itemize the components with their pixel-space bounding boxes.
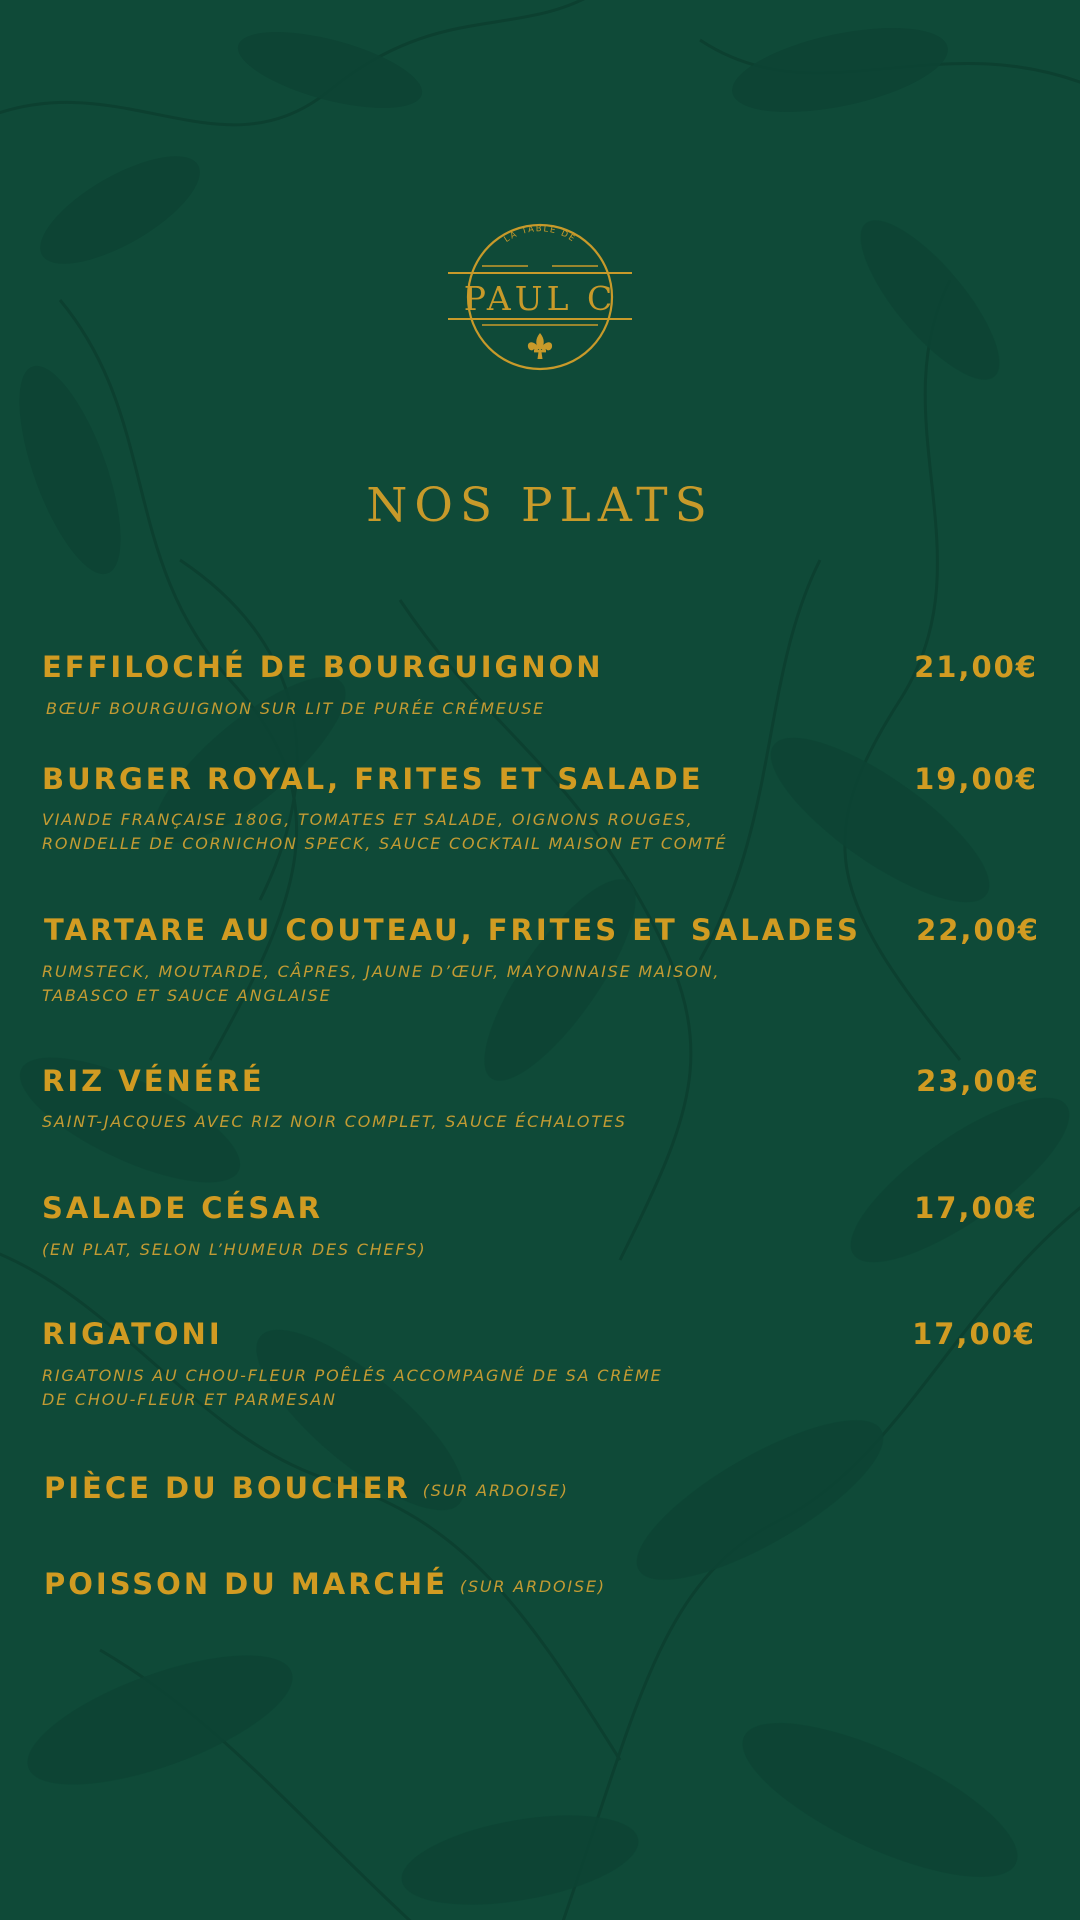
dish-name: BURGER ROYAL, FRITES ET SALADE: [42, 762, 704, 796]
special-note: (SUR ARDOISE): [422, 1480, 569, 1500]
dish-price: 23,00€: [916, 1064, 1040, 1098]
dish-name: EFFILOCHÉ DE BOURGUIGNON: [42, 650, 604, 684]
special-item: [44, 1471, 569, 1505]
dish-description-line: BŒUF BOURGUIGNON SUR LIT DE PURÉE CRÉMEUSE: [46, 699, 546, 718]
dish-description-line: TABASCO ET SAUCE ANGLAISE: [42, 986, 332, 1005]
dish-description-line: (EN PLAT, SELON L’HUMEUR DES CHEFS): [42, 1240, 427, 1259]
page-title: NOS PLATS: [366, 478, 714, 533]
restaurant-logo: [446, 222, 634, 372]
dish-description-line: RUMSTECK, MOUTARDE, CÂPRES, JAUNE D’ŒUF, MAYONNAISE MAISON,: [42, 962, 721, 981]
dish-price: 22,00€: [916, 913, 1040, 947]
special-name: POISSON DU MARCHÉ: [44, 1567, 448, 1601]
dish-name: SALADE CÉSAR: [42, 1191, 323, 1225]
special-note: (SUR ARDOISE): [459, 1576, 606, 1596]
dish-description-line: RIGATONIS AU CHOU-FLEUR POÊLÉS ACCOMPAGNÉ DE SA CRÈME: [42, 1366, 663, 1385]
fleur-de-lis-icon: [528, 333, 552, 359]
dish-description: [42, 1238, 426, 1262]
dish-name: RIGATONI: [42, 1317, 223, 1351]
logo-name: PAUL C: [463, 279, 617, 318]
logo-top-text: LA TABLE DE: [502, 224, 578, 245]
special-name: PIÈCE DU BOUCHER: [44, 1471, 411, 1505]
dish-description-line: RONDELLE DE CORNICHON SPECK, SAUCE COCKTAIL MAISON ET COMTÉ: [42, 834, 728, 853]
dish-description: [46, 697, 545, 721]
dish-description-line: DE CHOU-FLEUR ET PARMESAN: [42, 1390, 337, 1409]
special-item: [44, 1567, 606, 1601]
dish-name: RIZ VÉNÉRÉ: [42, 1064, 265, 1098]
dish-description: [42, 1364, 663, 1412]
dish-name: TARTARE AU COUTEAU, FRITES ET SALADES: [44, 913, 861, 947]
dish-description: [42, 1110, 627, 1134]
dish-price: 19,00€: [914, 762, 1038, 796]
dish-description-line: SAINT-JACQUES AVEC RIZ NOIR COMPLET, SAUCE ÉCHALOTES: [42, 1112, 627, 1131]
dish-description: [42, 960, 720, 1008]
dish-description-line: VIANDE FRANÇAISE 180G, TOMATES ET SALADE, OIGNONS ROUGES,: [42, 810, 694, 829]
dish-description: [42, 808, 727, 856]
dish-price: 17,00€: [914, 1191, 1038, 1225]
dish-price: 21,00€: [914, 650, 1038, 684]
dish-price: 17,00€: [912, 1317, 1036, 1351]
